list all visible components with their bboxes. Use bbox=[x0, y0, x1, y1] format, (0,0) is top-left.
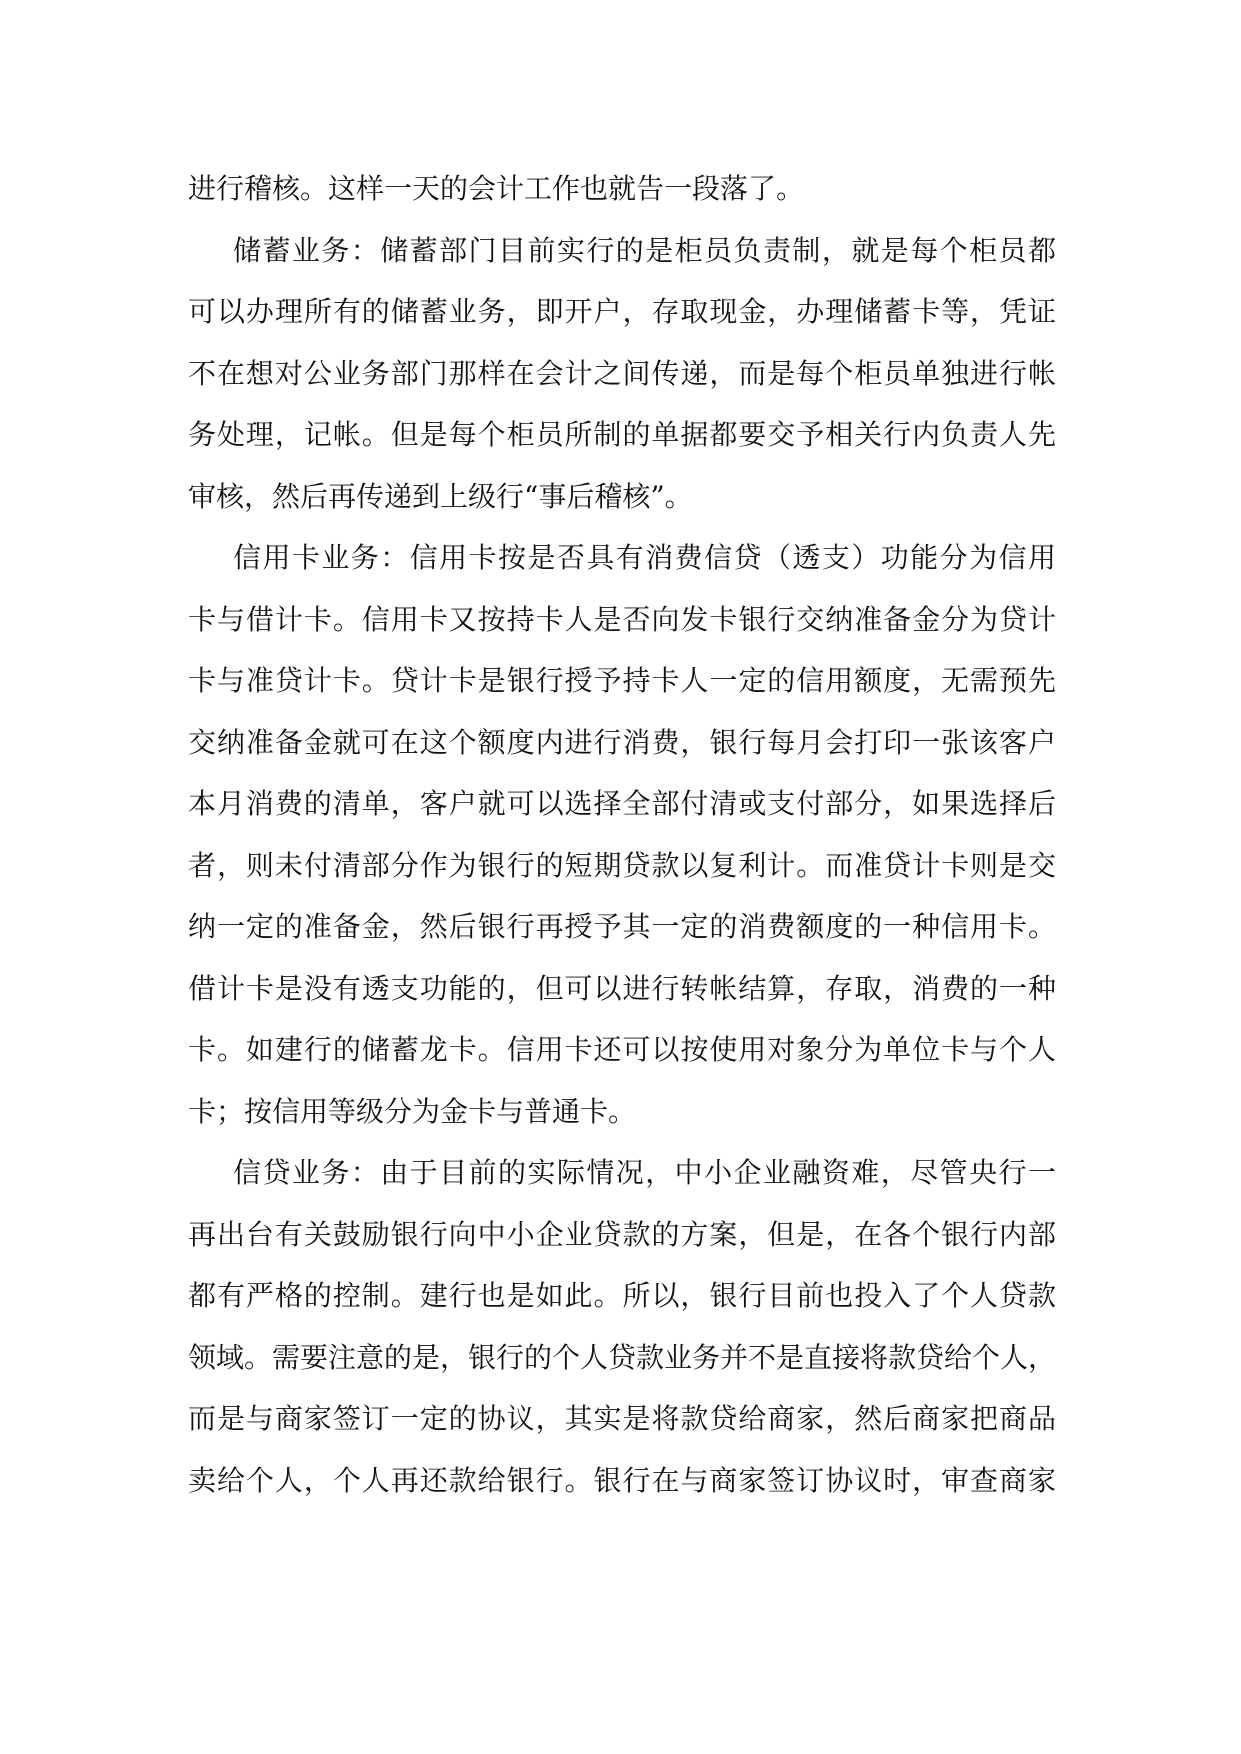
text-line: 不在想对公业务部门那样在会计之间传递，而是每个柜员单独进行帐 bbox=[188, 356, 1056, 390]
text-line: 卡与借计卡。信用卡又按持卡人是否向发卡银行交纳准备金分为贷计 bbox=[188, 602, 1056, 636]
text-line: 交纳准备金就可在这个额度内进行消费，银行每月会打印一张该客户 bbox=[188, 725, 1056, 759]
text-line: 者，则未付清部分作为银行的短期贷款以复利计。而准贷计卡则是交 bbox=[188, 848, 1056, 882]
text-line: 审核，然后再传递到上级行“事后稽核”。 bbox=[188, 479, 693, 513]
text-line: 本月消费的清单，客户就可以选择全部付清或支付部分，如果选择后 bbox=[188, 787, 1056, 820]
text-line: 卡；按信用等级分为金卡与普通卡。 bbox=[188, 1094, 637, 1128]
text-line: 信用卡业务：信用卡按是否具有消费信贷（透支）功能分为信用 bbox=[233, 541, 1056, 574]
body-text bbox=[188, 158, 1056, 1511]
text-line: 进行稽核。这样一天的会计工作也就告一段落了。 bbox=[188, 172, 805, 205]
text-line: 而是与商家签订一定的协议，其实是将款贷给商家，然后商家把商品 bbox=[188, 1402, 1056, 1435]
text-line: 领域。需要注意的是，银行的个人贷款业务并不是直接将款贷给个人， bbox=[188, 1340, 1056, 1374]
text-line: 务处理，记帐。但是每个柜员所制的单据都要交予相关行内负责人先 bbox=[188, 418, 1056, 451]
text-line: 纳一定的准备金，然后银行再授予其一定的消费额度的一种信用卡。 bbox=[188, 910, 1056, 943]
text-line: 都有严格的控制。建行也是如此。所以，银行目前也投入了个人贷款 bbox=[188, 1279, 1056, 1312]
text-line: 卡。如建行的储蓄龙卡。信用卡还可以按使用对象分为单位卡与个人 bbox=[188, 1033, 1056, 1066]
text-line: 卖给个人，个人再还款给银行。银行在与商家签订协议时，审查商家 bbox=[188, 1463, 1056, 1497]
text-line: 卡与准贷计卡。贷计卡是银行授予持卡人一定的信用额度，无需预先 bbox=[188, 664, 1056, 697]
text-line: 信贷业务：由于目前的实际情况，中小企业融资难，尽管央行一 bbox=[233, 1156, 1056, 1189]
text-line: 再出台有关鼓励银行向中小企业贷款的方案，但是，在各个银行内部 bbox=[188, 1217, 1056, 1251]
text-line: 借计卡是没有透支功能的，但可以进行转帐结算，存取，消费的一种 bbox=[188, 971, 1056, 1005]
text-line: 储蓄业务：储蓄部门目前实行的是柜员负责制，就是每个柜员都 bbox=[233, 233, 1056, 267]
text-line: 可以办理所有的储蓄业务，即开户，存取现金，办理储蓄卡等，凭证 bbox=[188, 295, 1056, 328]
